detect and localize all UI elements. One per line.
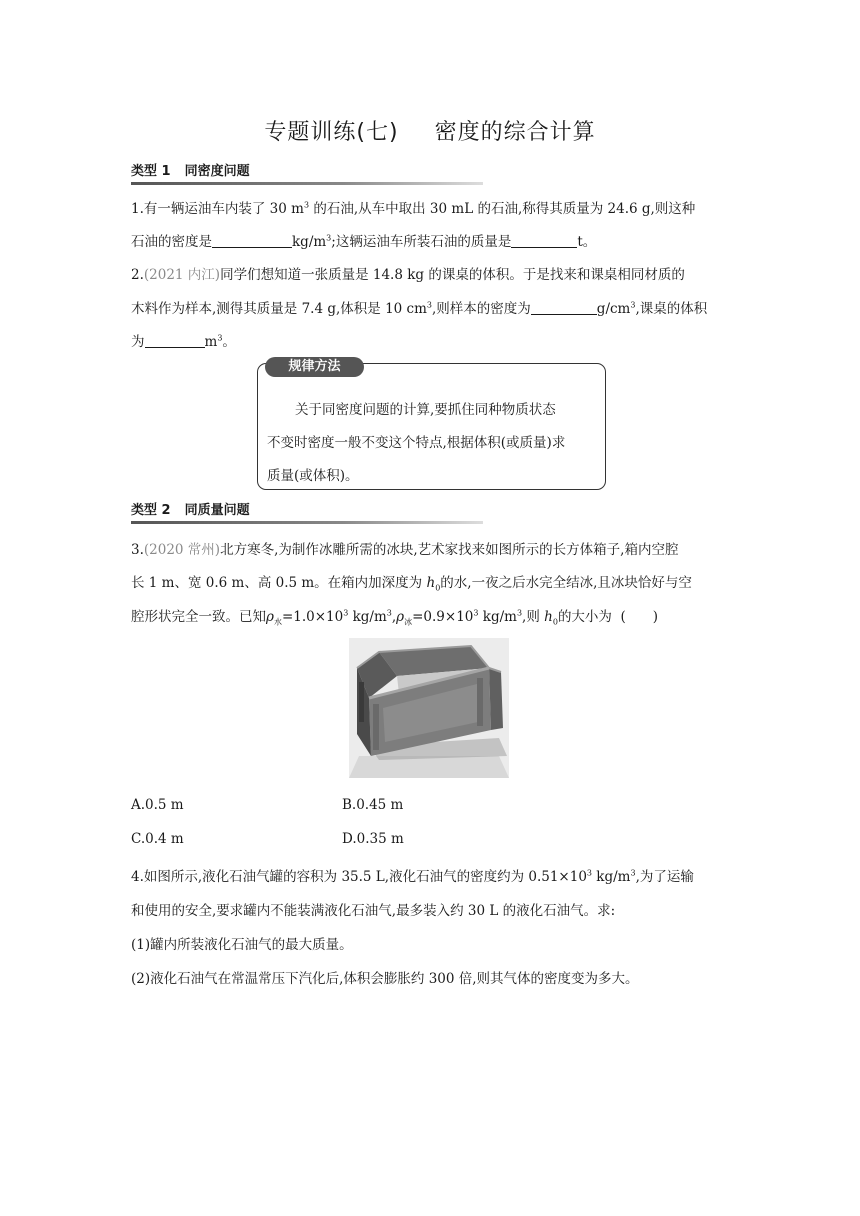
q3-line-2: 长 1 m、宽 0.6 m、高 0.5 m。在箱内加深度为 $h_0$的水,一夜之后水完全结冰,且冰块恰好与空 xyxy=(131,575,692,593)
storage-box-photo xyxy=(349,638,509,778)
title-left: 专题训练(七) xyxy=(264,120,399,145)
q4-sub-2: (2)液化石油气在常温常压下汽化后,体积会膨胀约 300 倍,则其气体的密度变为多大。 xyxy=(131,971,639,987)
method-line-3: 质量(或体积)。 xyxy=(267,468,359,484)
q1-blank-1[interactable] xyxy=(212,233,292,248)
section-1-rule xyxy=(131,182,483,185)
section-2-rule xyxy=(131,521,483,524)
page-title xyxy=(0,115,860,146)
section-2-heading: 类型 2 同质量问题 xyxy=(131,503,250,518)
method-tag: 规律方法 xyxy=(265,357,364,377)
q3-line-1: 3.(2020 常州)北方寒冬,为制作冰雕所需的冰块,艺术家找来如图所示的长方体箱子,箱内空腔 xyxy=(131,542,679,558)
q2-source: (2021 内江) xyxy=(143,267,221,283)
q1-line-1: 1.有一辆运油车内装了 30 $m^3$ 的石油,从车中取出 30 mL 的石油,称得其质量为 24.6 g,则这种 xyxy=(131,200,696,217)
q4-sub-1: (1)罐内所装液化石油气的最大质量。 xyxy=(131,937,353,953)
q2-blank-1[interactable] xyxy=(531,300,597,315)
q3-option-a[interactable]: A.0.5 m xyxy=(131,797,184,813)
q3-option-c[interactable]: C.0.4 m xyxy=(131,831,184,847)
q1-blank-2[interactable] xyxy=(511,233,577,248)
q3-option-b[interactable]: B.0.45 m xyxy=(342,797,404,813)
q2-line-2: 木料作为样本,测得其质量是 7.4 g,体积是 10 $cm^3$,则样本的密度为 $g/cm^3$,课桌的体积 xyxy=(131,300,708,317)
title-right: 密度的综合计算 xyxy=(434,120,596,145)
method-line-2: 不变时密度一般不变这个特点,根据体积(或质量)求 xyxy=(267,435,566,451)
q2-line-3: 为 $m^3$。 xyxy=(131,333,236,350)
q4-line-2: 和使用的安全,要求罐内不能装满液化石油气,最多装入约 30 L 的液化石油气。求: xyxy=(131,903,616,919)
q3-option-d[interactable]: D.0.35 m xyxy=(342,831,404,847)
q2-blank-2[interactable] xyxy=(145,333,205,348)
method-line-1: 关于同密度问题的计算,要抓住同种物质状态 xyxy=(295,402,556,418)
section-1-heading: 类型 1 同密度问题 xyxy=(131,164,250,179)
q1-line-2: 石油的密度是 $kg/m^3$;这辆运油车所装石油的质量是 t。 xyxy=(131,233,597,250)
q3-answer-paren[interactable]: ( ) xyxy=(620,609,659,625)
q3-source: (2020 常州) xyxy=(143,542,221,558)
q2-line-1: 2.(2021 内江)同学们想知道一张质量是 14.8 kg 的课桌的体积。于是找来和课桌相同材质的 xyxy=(131,267,685,283)
q3-line-3: 腔形状完全一致。已知$\rho_水=1.0\times 10^3$ $kg/m^3,\rho_冰=0.9\times 10^3$ $kg/m^3$,则 $h_0$的大小为 ( ) xyxy=(131,608,659,627)
q4-line-1: 4.如图所示,液化石油气罐的容积为 35.5 L,液化石油气的密度约为 $0.51\times 10^3$ $kg/m^3$,为了运输 xyxy=(131,868,694,885)
